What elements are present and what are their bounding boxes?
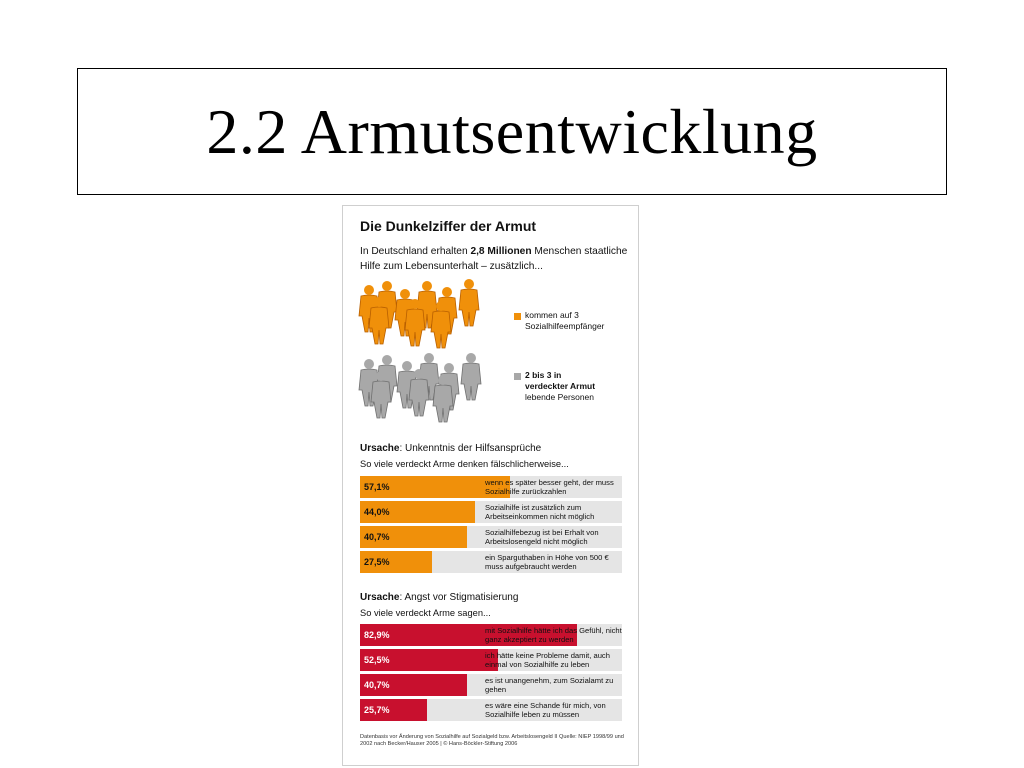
legend-grey-line1: 2 bis 3 in [525, 370, 562, 380]
intro-text-pre: In Deutschland erhalten [360, 246, 471, 257]
infographic-panel [342, 205, 639, 766]
bar-category-label: Sozialhilfebezug ist bei Erhalt von Arbeitslosengeld nicht möglich [485, 528, 599, 546]
bar-value-label: 40,7% [364, 532, 390, 542]
legend-orange-line2: Sozialhilfeempfänger [525, 321, 605, 331]
intro-text-bold: 2,8 Millionen [470, 246, 532, 257]
legend-grey-swatch [514, 373, 521, 380]
bar-value-label: 40,7% [364, 680, 390, 690]
legend-grey-text [525, 370, 595, 403]
bar-category-label: es ist unangenehm, zum Sozialamt zu gehen [485, 676, 614, 694]
slide-title-box [77, 68, 947, 195]
bar-category-label: Sozialhilfe ist zusätzlich zum Arbeitseinkommen nicht möglich [485, 503, 595, 521]
person-grey [461, 353, 481, 400]
bar-row [360, 624, 622, 646]
bar-category-label: es wäre eine Schande für mich, von Sozialhilfe leben zu müssen [485, 701, 606, 719]
bar-row [360, 476, 622, 498]
bar-value-label: 82,9% [364, 630, 390, 640]
bar-value-label: 57,1% [364, 482, 390, 492]
orange-people-group [359, 279, 479, 348]
bar-row [360, 674, 622, 696]
people-illustration [357, 278, 507, 428]
bar-row [360, 551, 622, 573]
section1-title: Ursache: Unkenntnis der Hilfsansprüche [360, 443, 542, 454]
legend-orange-swatch [514, 313, 521, 320]
person-orange [459, 279, 479, 326]
intro-text-post: Menschen staatliche Hilfe zum Lebensunterhalt – zusätzlich... [360, 246, 628, 272]
infographic-intro [360, 244, 630, 274]
bar-category-label: wenn es später besser geht, der muss Sozialhilfe zurückzahlen [485, 478, 614, 496]
bar-value-label: 44,0% [364, 507, 390, 517]
source-note: Datenbasis vor Änderung von Sozialhilfe auf Sozialgeld bzw. Arbeitslosengeld II Quelle: NIEP 1998/99 und 2002 nach Becker/Hauser 2005 | © Hans-Böckler-Stiftung 2006 [360, 734, 624, 748]
bar-value-label: 25,7% [364, 705, 390, 715]
slide-title: 2.2 Armutsentwicklung [206, 95, 818, 167]
bar-row [360, 699, 622, 721]
bar-value-label: 52,5% [364, 655, 390, 665]
bar-row [360, 501, 622, 523]
section2-subtitle: So viele verdeckt Arme sagen... [360, 608, 491, 618]
section2-title: Ursache: Angst vor Stigmatisierung [360, 592, 519, 603]
section1-subtitle: So viele verdeckt Arme denken fälschlicherweise... [360, 459, 569, 469]
bar-category-label: ich hätte keine Probleme damit, auch einmal von Sozialhilfe zu leben [485, 651, 610, 669]
legend-grey-line3: lebende Personen [525, 392, 595, 402]
bar-row [360, 649, 622, 671]
legend-orange-line1: kommen auf 3 [525, 310, 579, 320]
legend-orange-text [525, 310, 604, 332]
legend-grey-line2: verdeckter Armut [525, 381, 596, 391]
grey-people-group [359, 353, 481, 422]
bar-row [360, 526, 622, 548]
bar-category-label: mit Sozialhilfe hätte ich das Gefühl, nicht ganz akzeptiert zu werden [485, 626, 622, 644]
bar-category-label: ein Sparguthaben in Höhe von 500 € muss aufgebraucht werden [485, 553, 609, 571]
infographic-title: Die Dunkelziffer der Armut [360, 218, 537, 234]
bar-value-label: 27,5% [364, 557, 390, 567]
